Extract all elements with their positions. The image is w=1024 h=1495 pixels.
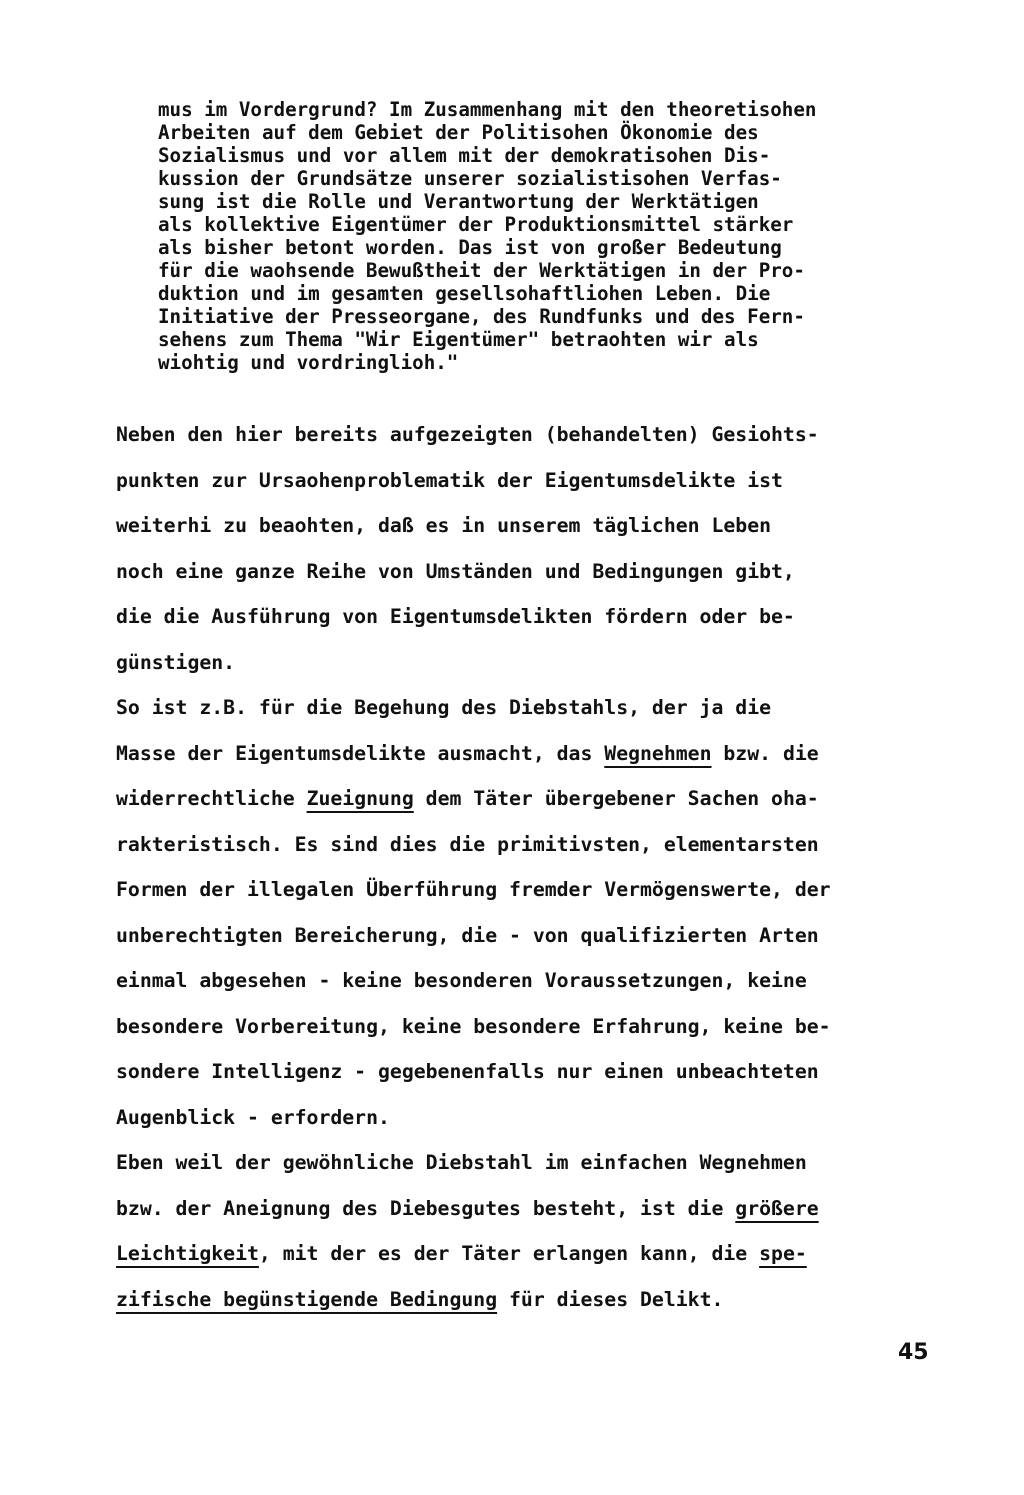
text-line: Neben den hier bereits aufgezeigten (behandelten) Gesiohts- — [116, 423, 819, 446]
text-fragment: dem Täter übergebener Sachen oha- — [413, 787, 819, 810]
underlined-term: zifische begünstigende Bedingung — [116, 1287, 498, 1311]
text-line — [116, 731, 956, 777]
text-fragment: für dieses Delikt. — [497, 1287, 724, 1311]
paragraph-3 — [116, 1140, 956, 1322]
quote-line: sehens zum Thema "Wir Eigentümer" betraohten wir als — [158, 328, 759, 351]
text-line: die die Ausführung von Eigentumsdelikten fördern oder be- — [116, 605, 795, 628]
text-line: einmal abgesehen - keine besonderen Voraussetzungen, keine — [116, 969, 807, 992]
text-line: günstigen. — [116, 650, 236, 674]
text-line — [116, 1186, 956, 1232]
quote-line: sung ist die Rolle und Verantwortung der Werktätigen — [158, 190, 759, 213]
text-fragment: , mit der es der Täter erlangen kann, die — [258, 1242, 760, 1265]
text-line: noch eine ganze Reihe von Umständen und Bedingungen gibt, — [116, 559, 795, 583]
text-line — [116, 1277, 956, 1323]
text-line — [116, 1231, 956, 1277]
quote-line: duktion und im gesamten gesellsohaftliohen Leben. Die — [158, 282, 771, 305]
paragraph-2 — [116, 685, 956, 1140]
underlined-term: Leichtigkeit — [116, 1242, 259, 1265]
quote-line: mus im Vordergrund? Im Zusammenhang mit den theoretisohen — [158, 98, 817, 121]
text-fragment: bzw. der Aneignung des Diebesgutes besteht, ist die — [116, 1196, 736, 1220]
quote-line: als bisher betont worden. Das ist von großer Bedeutung — [158, 236, 782, 259]
quote-line: kussion der Grundsätze unserer sozialistisohen Verfas- — [158, 167, 782, 190]
text-line: Eben weil der gewöhnliche Diebstahl im einfachen Wegnehmen — [116, 1151, 807, 1174]
quote-line: als kollektive Eigentümer der Produktionsmittel stärker — [158, 213, 794, 236]
text-line: Formen der illegalen Überführung fremder Vermögenswerte, der — [116, 878, 831, 901]
quote-line: für die waohsende Bewußtheit der Werktätigen in der Pro- — [158, 259, 805, 282]
underlined-term: Wegnehmen — [604, 741, 712, 765]
text-line: So ist z.B. für die Begehung des Diebstahls, der ja die — [116, 696, 772, 719]
page-number: 45 — [898, 1340, 929, 1365]
main-text — [116, 412, 956, 1322]
quote-line: Sozialismus und vor allem mit der demokratisohen Dis- — [158, 144, 771, 167]
text-fragment: widerrechtliche — [116, 787, 307, 810]
quote-line: wiohtig und vordringlioh." — [158, 351, 459, 374]
paragraph-1 — [116, 412, 956, 685]
text-line: unberechtigten Bereicherung, die - von qualifizierten Arten — [116, 923, 819, 947]
text-line: weiterhi zu beaohten, daß es in unserem täglichen Leben — [116, 514, 772, 537]
text-line: punkten zur Ursaohenproblematik der Eigentumsdelikte ist — [116, 468, 783, 492]
underlined-term: größere — [735, 1196, 819, 1220]
underlined-term: Zueignung — [306, 787, 414, 810]
underlined-term: spe- — [759, 1242, 807, 1265]
text-line: Augenblick - erfordern. — [116, 1105, 390, 1129]
text-line: rakteristisch. Es sind dies die primitivsten, elementarsten — [116, 832, 819, 856]
text-line — [116, 776, 956, 822]
text-fragment: bzw. die — [711, 741, 819, 765]
text-line: besondere Vorbereitung, keine besondere Erfahrung, keine be- — [116, 1014, 831, 1038]
quoted-passage — [158, 98, 948, 374]
quote-line: Arbeiten auf dem Gebiet der Politisohen Ökonomie des — [158, 121, 759, 144]
quote-line: Initiative der Presseorgane, des Rundfunks und des Fern- — [158, 305, 805, 328]
text-fragment: Masse der Eigentumsdelikte ausmacht, das — [116, 741, 605, 765]
text-line: sondere Intelligenz - gegebenenfalls nur einen unbeachteten — [116, 1060, 819, 1083]
